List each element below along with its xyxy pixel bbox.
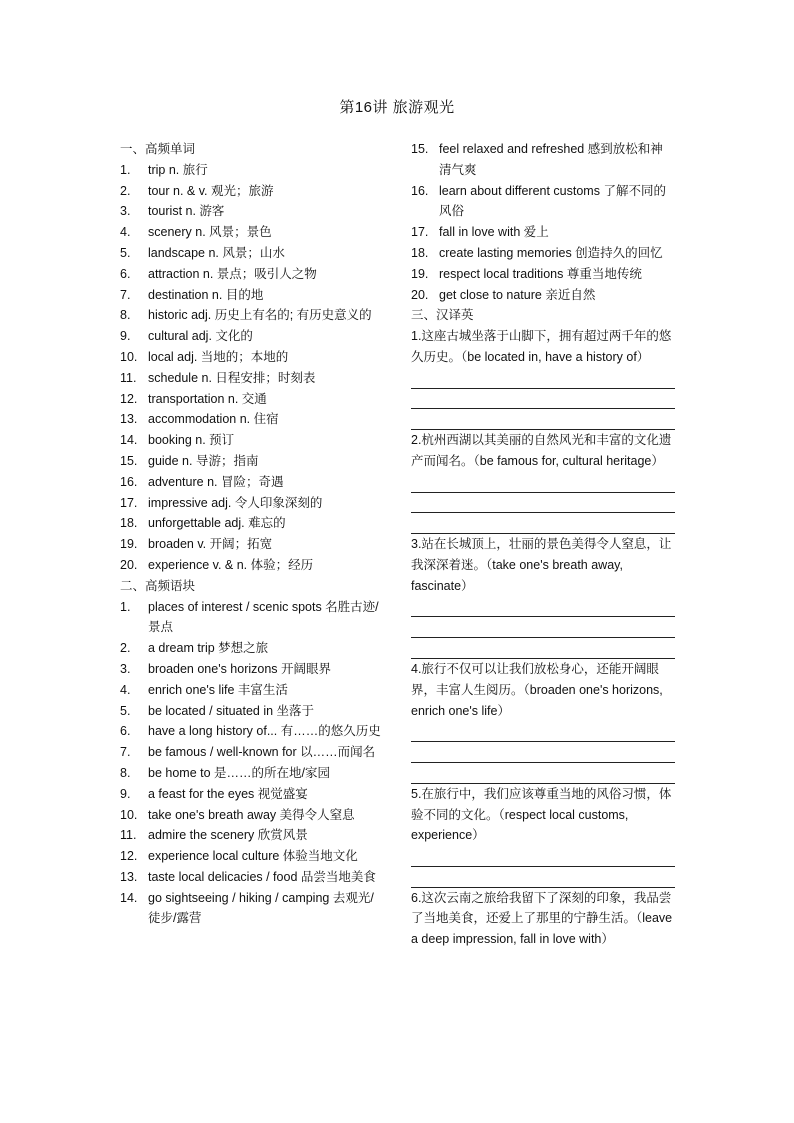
chunk-item-text: be home to 是……的所在地/家园 <box>148 765 330 780</box>
translate-question <box>411 888 675 950</box>
chunk-item-number: 17. <box>411 225 429 240</box>
chunk-item <box>411 139 675 181</box>
left-column <box>120 139 386 929</box>
answer-line[interactable] <box>411 867 675 888</box>
chunks-heading: 二、高频语块 <box>120 578 196 593</box>
chunk-item-text: create lasting memories 创造持久的回忆 <box>439 245 663 260</box>
answer-line[interactable] <box>411 597 675 618</box>
vocab-heading: 一、高频单词 <box>120 142 196 156</box>
vocab-item-number: 10. <box>120 349 138 364</box>
chunk-item <box>120 825 386 846</box>
answer-line[interactable] <box>411 389 675 410</box>
chunk-item-number: 2. <box>120 641 131 656</box>
vocab-item-number: 18. <box>120 516 138 531</box>
vocab-item <box>120 285 386 306</box>
vocab-item-text: scenery n. 风景；景色 <box>148 225 272 240</box>
answer-line[interactable] <box>411 368 675 389</box>
vocab-item-text: trip n. 旅行 <box>148 162 208 177</box>
translate-prompt: 2.杭州西湖以其美丽的自然风光和丰富的文化遗产而闻名。（be famous for, cultural heritage） <box>411 433 672 468</box>
vocab-item <box>120 451 386 472</box>
vocab-item-number: 11. <box>120 370 137 385</box>
vocab-item-number: 12. <box>120 391 138 406</box>
chunk-item-text: broaden one's horizons 开阔眼界 <box>148 661 332 676</box>
chunk-item-text: have a long history of... 有……的悠久历史 <box>148 724 381 739</box>
translate-question <box>411 534 675 659</box>
translate-question <box>411 430 675 534</box>
translate-question <box>411 326 675 430</box>
translate-question <box>411 784 675 888</box>
vocab-item-number: 13. <box>120 412 138 427</box>
vocab-item <box>120 555 386 576</box>
vocab-item-number: 20. <box>120 557 138 572</box>
chunk-item-text: enrich one's life 丰富生活 <box>148 682 288 697</box>
vocab-item-number: 7. <box>120 287 131 302</box>
vocab-item <box>120 493 386 514</box>
vocab-item-text: destination n. 目的地 <box>148 287 264 302</box>
vocab-item <box>120 513 386 534</box>
chunk-item-number: 1. <box>120 599 131 614</box>
chunk-item-number: 5. <box>120 703 131 718</box>
translate-heading: 三、汉译英 <box>411 308 474 323</box>
chunk-item <box>411 264 675 285</box>
answer-line[interactable] <box>411 493 675 514</box>
vocab-item-number: 5. <box>120 245 131 260</box>
vocab-item <box>120 326 386 347</box>
chunk-item <box>120 742 386 763</box>
vocab-item-number: 2. <box>120 183 131 198</box>
chunk-item-number: 6. <box>120 724 131 739</box>
chunk-item-text: go sightseeing / hiking / camping 去观光/徒步/露营 <box>148 890 374 926</box>
translate-question <box>411 659 675 784</box>
vocab-item-text: tourist n. 游客 <box>148 204 225 219</box>
chunk-item <box>120 680 386 701</box>
chunk-item-text: admire the scenery 欣赏风景 <box>148 828 308 843</box>
chunk-item <box>120 784 386 805</box>
chunk-item-number: 8. <box>120 765 131 780</box>
translate-prompt: 5.在旅行中，我们应该尊重当地的风俗习惯，体验不同的文化。（respect local customs, experience） <box>411 786 672 843</box>
chunk-item-number: 3. <box>120 661 131 676</box>
vocab-item <box>120 409 386 430</box>
chunk-item <box>120 659 386 680</box>
vocab-item-number: 1. <box>120 162 131 177</box>
vocab-item-text: attraction n. 景点；吸引人之物 <box>148 266 317 281</box>
chunk-item-number: 7. <box>120 745 131 760</box>
vocab-item-text: schedule n. 日程安排；时刻表 <box>148 370 316 385</box>
vocab-item-number: 4. <box>120 225 131 240</box>
chunk-item-number: 13. <box>120 869 138 884</box>
vocab-item-text: accommodation n. 住宿 <box>148 412 279 427</box>
vocab-item-text: cultural adj. 文化的 <box>148 329 253 344</box>
vocab-item-number: 3. <box>120 204 131 219</box>
chunk-item-text: feel relaxed and refreshed 感到放松和神清气爽 <box>439 142 663 177</box>
right-column <box>411 139 675 950</box>
vocab-item-number: 8. <box>120 308 131 323</box>
chunk-item-number: 14. <box>120 890 138 905</box>
vocab-item <box>120 243 386 264</box>
vocab-item-text: guide n. 导游；指南 <box>148 453 259 468</box>
vocab-item-number: 19. <box>120 537 138 552</box>
translate-prompt: 6.这次云南之旅给我留下了深刻的印象，我品尝了当地美食，还爱上了那里的宁静生活。（leave a deep impression, fall in love with） <box>411 890 673 947</box>
chunk-item <box>411 181 675 223</box>
vocab-item-text: unforgettable adj. 难忘的 <box>148 516 286 531</box>
chunk-item-text: taste local delicacies / food 品尝当地美食 <box>148 869 376 884</box>
chunk-item-number: 19. <box>411 266 429 281</box>
chunk-item <box>411 285 675 306</box>
chunk-item-text: be located / situated in 坐落于 <box>148 703 315 718</box>
vocab-item-text: adventure n. 冒险；奇遇 <box>148 474 284 489</box>
chunks-list-continued <box>411 139 675 305</box>
vocab-item <box>120 389 386 410</box>
chunk-item <box>411 222 675 243</box>
vocab-item <box>120 160 386 181</box>
translate-prompt: 3.站在长城顶上，壮丽的景色美得令人窒息，让我深深着迷。（take one's breath away, fascinate） <box>411 537 672 593</box>
vocab-item <box>120 430 386 451</box>
chunk-item-number: 4. <box>120 682 131 697</box>
chunk-item <box>120 763 386 784</box>
vocab-item-number: 15. <box>120 453 138 468</box>
answer-line[interactable] <box>411 638 675 659</box>
chunk-item <box>411 243 675 264</box>
vocab-item <box>120 368 386 389</box>
vocab-item <box>120 472 386 493</box>
translate-prompt: 4.旅行不仅可以让我们放松身心，还能开阔眼界，丰富人生阅历。（broaden one's horizons, enrich one's life） <box>411 661 663 718</box>
page-title: 第16讲 旅游观光 <box>339 99 455 116</box>
chunk-item-text: learn about different customs 了解不同的风俗 <box>439 183 666 219</box>
chunk-item-number: 20. <box>411 287 429 302</box>
chunk-item <box>120 867 386 888</box>
vocab-item <box>120 201 386 222</box>
answer-line[interactable] <box>411 846 675 867</box>
vocab-item-text: tour n. & v. 观光；旅游 <box>148 183 274 198</box>
chunk-item <box>120 805 386 826</box>
vocab-item-text: experience v. & n. 体验；经历 <box>148 557 314 572</box>
chunk-item <box>120 597 386 639</box>
chunk-item-text: fall in love with 爱上 <box>439 225 549 240</box>
vocab-item <box>120 347 386 368</box>
chunk-item <box>120 721 386 742</box>
vocab-item-text: landscape n. 风景；山水 <box>148 245 285 260</box>
chunk-item <box>120 888 386 930</box>
chunk-item-number: 11. <box>120 828 137 843</box>
answer-line[interactable] <box>411 513 675 534</box>
vocab-item <box>120 181 386 202</box>
vocab-item-text: booking n. 预订 <box>148 433 235 448</box>
answer-line[interactable] <box>411 617 675 638</box>
chunk-item-number: 9. <box>120 786 131 801</box>
vocab-item-number: 9. <box>120 329 131 344</box>
chunk-item-text: be famous / well-known for 以……而闻名 <box>148 745 376 760</box>
vocab-item <box>120 534 386 555</box>
answer-line[interactable] <box>411 742 675 763</box>
vocab-item <box>120 222 386 243</box>
chunk-item-text: get close to nature 亲近自然 <box>439 287 596 302</box>
chunk-item <box>120 701 386 722</box>
chunk-item-text: a feast for the eyes 视觉盛宴 <box>148 786 308 801</box>
answer-line[interactable] <box>411 721 675 742</box>
chunk-item <box>120 846 386 867</box>
chunk-item-text: experience local culture 体验当地文化 <box>148 849 358 864</box>
chunk-item-number: 16. <box>411 183 429 198</box>
vocab-item-number: 17. <box>120 495 138 510</box>
vocab-item <box>120 305 386 326</box>
chunk-item-number: 18. <box>411 245 429 260</box>
chunk-item <box>120 638 386 659</box>
vocab-item-text: impressive adj. 令人印象深刻的 <box>148 495 323 510</box>
vocab-item-text: transportation n. 交通 <box>148 391 267 406</box>
chunks-list <box>120 597 386 930</box>
vocab-item <box>120 264 386 285</box>
vocab-item-number: 14. <box>120 433 138 448</box>
chunk-item-number: 15. <box>411 142 429 156</box>
translate-prompt: 1.这座古城坐落于山脚下，拥有超过两千年的悠久历史。（be located in, have a history of） <box>411 329 672 364</box>
vocab-item-number: 16. <box>120 474 138 489</box>
vocab-item-text: historic adj. 历史上有名的; 有历史意义的 <box>148 308 372 323</box>
chunk-item-text: places of interest / scenic spots 名胜古迹/景点 <box>148 599 379 635</box>
chunk-item-text: respect local traditions 尊重当地传统 <box>439 266 642 281</box>
chunk-item-text: take one's breath away 美得令人窒息 <box>148 807 355 822</box>
vocab-item-number: 6. <box>120 266 131 281</box>
answer-line[interactable] <box>411 763 675 784</box>
chunk-item-number: 12. <box>120 849 138 864</box>
chunk-item-text: a dream trip 梦想之旅 <box>148 641 269 656</box>
vocab-item-text: broaden v. 开阔；拓宽 <box>148 537 273 552</box>
vocab-list <box>120 160 386 576</box>
vocab-item-text: local adj. 当地的；本地的 <box>148 349 289 364</box>
translate-list <box>411 326 675 950</box>
answer-line[interactable] <box>411 472 675 493</box>
chunk-item-number: 10. <box>120 807 138 822</box>
answer-line[interactable] <box>411 409 675 430</box>
